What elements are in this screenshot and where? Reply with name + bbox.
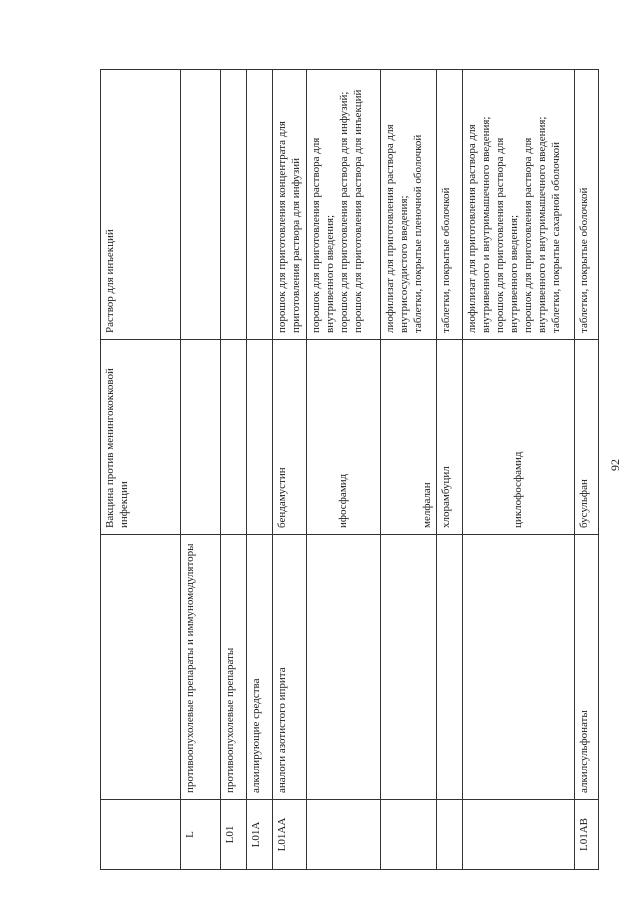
group-name-cell: аналоги азотистого иприта (273, 535, 307, 800)
atc-code-cell: L01AB (575, 800, 599, 870)
atc-code-cell: L01A (247, 800, 273, 870)
group-name-cell (101, 535, 181, 800)
dosage-form-cell: лиофилизат для приготовления раствора для внутрисосудистого введения; таблетки, покрытые пленочной оболочкой (381, 70, 437, 340)
table-row (437, 70, 463, 870)
drug-name-cell: мелфалан (381, 340, 437, 535)
table-row (381, 70, 437, 870)
dosage-form-cell (221, 70, 247, 340)
atc-code-cell (307, 800, 381, 870)
drug-name-cell: ифосфамид (307, 340, 381, 535)
drug-name-cell (181, 340, 221, 535)
group-name-cell: противоопухолевые препараты (221, 535, 247, 800)
table-row (307, 70, 381, 870)
atc-code-cell: L01 (221, 800, 247, 870)
table-row (181, 70, 221, 870)
group-name-cell: алкилсульфонаты (575, 535, 599, 800)
atc-code-cell (437, 800, 463, 870)
atc-code-cell: L01AA (273, 800, 307, 870)
atc-code-cell (463, 800, 575, 870)
dosage-form-cell: Раствор для инъекций (101, 70, 181, 340)
group-name-cell (437, 535, 463, 800)
dosage-form-cell (247, 70, 273, 340)
table-row (101, 70, 181, 870)
dosage-form-cell: порошок для приготовления раствора для внутривенного введения; порошок для приготовления раствора для инфузий; порошок для приготовления раствора для инъекций (307, 70, 381, 340)
group-name-cell: противоопухолевые препараты и иммуномодуляторы (181, 535, 221, 800)
table-row (273, 70, 307, 870)
group-name-cell (381, 535, 437, 800)
group-name-cell (307, 535, 381, 800)
group-name-cell (463, 535, 575, 800)
dosage-form-cell: порошок для приготовления концентрата для приготовления раствора для инфузий (273, 70, 307, 340)
drug-list-table (100, 69, 599, 870)
drug-name-cell: хлорамбуцил (437, 340, 463, 535)
table-row (247, 70, 273, 870)
atc-code-cell (381, 800, 437, 870)
dosage-form-cell: таблетки, покрытые оболочкой (575, 70, 599, 340)
dosage-form-cell (181, 70, 221, 340)
page-number: 92 (608, 459, 622, 471)
drug-name-cell: Вакцина против менингококковой инфекции (101, 340, 181, 535)
atc-code-cell (101, 800, 181, 870)
drug-name-cell: циклофосфамид (463, 340, 575, 535)
dosage-form-cell: лиофилизат для приготовления раствора для внутривенного и внутримышечного введения; порошок для приготовления раствора для внутривенного введения; порошок для приготовления раствора для внутривенного и внутримышечного введения; таблетки, покрытые сахарной оболочкой (463, 70, 575, 340)
table-row (463, 70, 575, 870)
table-row (221, 70, 247, 870)
atc-code-cell: L (181, 800, 221, 870)
drug-name-cell (221, 340, 247, 535)
drug-name-cell: бендамустин (273, 340, 307, 535)
group-name-cell: алкилирующие средства (247, 535, 273, 800)
dosage-form-cell: таблетки, покрытые оболочкой (437, 70, 463, 340)
table-row (575, 70, 599, 870)
drug-name-cell: бусульфан (575, 340, 599, 535)
document-page (100, 70, 590, 870)
drug-name-cell (247, 340, 273, 535)
